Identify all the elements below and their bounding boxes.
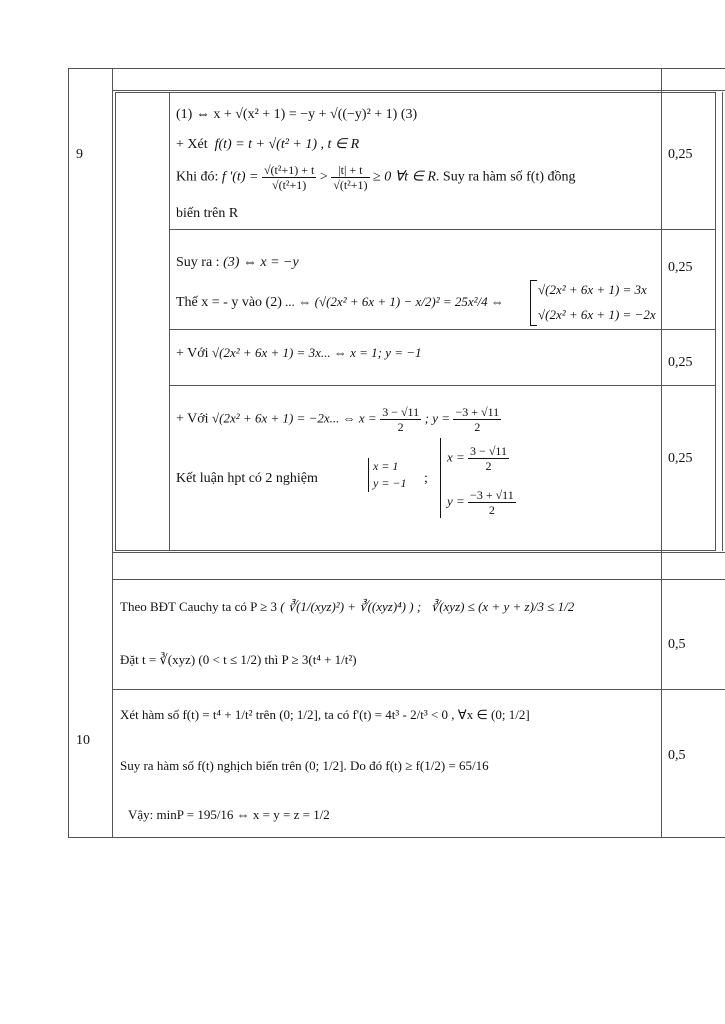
q9-s4-x-num: 3 − √11 xyxy=(382,405,420,419)
q9-s4-sys2-y-label: y = xyxy=(447,493,465,509)
q9-s4-sys2-y xyxy=(447,488,516,517)
q9-s2-cases-bracket xyxy=(530,280,537,326)
q10-score2: 0,5 xyxy=(668,748,686,763)
q9-s4-sys2-x-den: 2 xyxy=(485,459,492,473)
q9-s3-score: 0,25 xyxy=(668,355,693,370)
q10-line1-expr: ( ∛(1/(xyz)²) + ∛((xyz)⁴) ) ; xyxy=(280,599,422,614)
q10-line1 xyxy=(120,598,574,616)
q9-s1-line3-text: . Suy ra hàm số f(t) đồng xyxy=(435,169,576,185)
q9-s3-expr: √(2x² + 6x + 1) = 3x... ⇔ x = 1; y = −1 xyxy=(212,345,422,360)
question-number-9: 9 xyxy=(76,147,83,162)
q9-s4-system1 xyxy=(368,458,407,492)
q9-step-divider-3 xyxy=(169,385,715,386)
col-divider-number xyxy=(112,68,113,838)
table-bottom-border xyxy=(68,837,725,838)
q9-s2-case1: √(2x² + 6x + 1) = 3x xyxy=(538,282,647,297)
q9-s4-sys2-x xyxy=(447,444,509,473)
q9-s1-line3 xyxy=(176,163,576,192)
q9-s4-sys2-y-den: 2 xyxy=(488,503,495,517)
q9-s4-sys2-x-label: x = xyxy=(447,449,465,465)
q9-inner-div xyxy=(169,92,170,551)
q9-step-divider-1 xyxy=(169,229,715,230)
q9-s3-prefix: + Với xyxy=(176,346,209,361)
q10-line3: Xét hàm số f(t) = t⁴ + 1/t² trên (0; 1/2], ta có f'(t) = 4t³ - 2/t³ < 0 , ∀x ∈ (0; 1/2] xyxy=(120,707,530,722)
q9-s1-frac2-num: |t| + t xyxy=(331,163,369,178)
q10-score1: 0,5 xyxy=(668,637,686,652)
q9-s1-tail: ≥ 0 ∀t ∈ R xyxy=(373,169,436,185)
q10-line2: Đặt t = ∛(xyz) (0 < t ≤ 1/2) thì P ≥ 3(t⁴ + 1/t²) xyxy=(120,652,357,667)
q9-s4-expr-b: ; y = xyxy=(424,410,450,426)
table-top-border xyxy=(68,68,725,69)
q9-s2-line1-prefix: Suy ra : xyxy=(176,255,220,270)
q9-step-divider-2 xyxy=(169,329,715,330)
q9-s1-frac1-den: √(t²+1) xyxy=(271,178,307,192)
q9-s4-expr-a: √(2x² + 6x + 1) = −2x... ⇔ x = xyxy=(212,410,377,426)
q9-inner-bottom xyxy=(115,550,715,551)
q10-line1-prefix: Theo BĐT Cauchy ta có P ≥ 3 xyxy=(120,599,277,614)
q10-header-bottom xyxy=(112,579,725,580)
q9-s1-line1-text: (1) ⇔ x + √(x² + 1) = −y + √((−y)² + 1) (3) xyxy=(176,107,418,122)
q9-inner-left xyxy=(115,92,116,551)
q10-line5: Vậy: minP = 195/16 ⇔ x = y = z = 1/2 xyxy=(128,807,330,822)
q9-s4-system2-brace xyxy=(440,438,445,518)
q9-s4-conclude: Kết luận hpt có 2 nghiệm xyxy=(176,471,318,486)
row9-header-bottom xyxy=(112,90,725,91)
q9-s4-sys1-b: y = −1 xyxy=(373,476,407,490)
q9-s1-line1 xyxy=(176,106,417,124)
q9-s4-x-den: 2 xyxy=(397,420,404,434)
q9-s4-line1 xyxy=(176,405,501,434)
q9-s1-line2-prefix: + Xét xyxy=(176,137,208,152)
q9-s3-line xyxy=(176,344,422,363)
q9-s4-sys2-y-num: −3 + √11 xyxy=(470,488,514,502)
q10-header-top xyxy=(112,552,725,553)
q9-s1-gt: > xyxy=(319,169,328,185)
q9-s1-line4: biến trên R xyxy=(176,206,239,221)
q10-line1-rhs: ∛(xyz) ≤ (x + y + z)/3 ≤ 1/2 xyxy=(430,599,575,614)
q9-s2-line1 xyxy=(176,254,299,272)
question-number-10: 10 xyxy=(76,733,90,748)
q10-line4: Suy ra hàm số f(t) nghịch biến trên (0; 1/2]. Do đó f(t) ≥ f(1/2) = 65/16 xyxy=(120,758,489,773)
table-left-border xyxy=(68,68,69,838)
q9-s2-case2: √(2x² + 6x + 1) = −2x xyxy=(538,307,656,322)
q9-s2-line2 xyxy=(176,293,504,312)
q9-s4-sys1-a: x = 1 xyxy=(373,459,399,473)
col-divider-score xyxy=(661,68,662,838)
q9-s4-y-den: 2 xyxy=(474,420,481,434)
q9-s1-fprime: f '(t) = xyxy=(221,169,259,185)
q9-s2-line2-prefix: Thế x = - y vào (2) xyxy=(176,295,282,310)
q9-s4-separator: ; xyxy=(424,471,428,486)
q9-s1-line2-expr: f(t) = t + √(t² + 1) , t ∈ R xyxy=(214,137,360,152)
q9-s1-score: 0,25 xyxy=(668,147,693,162)
q10-step-divider xyxy=(112,689,725,690)
q9-s2-line2-expr: ... ⇔ (√(2x² + 6x + 1) − x/2)² = 25x²/4 ⇔ xyxy=(285,294,504,309)
q9-s4-x-frac xyxy=(380,405,421,434)
q9-s2-score: 0,25 xyxy=(668,260,693,275)
q9-s4-sys2-x-num: 3 − √11 xyxy=(470,444,507,458)
q9-s1-frac1 xyxy=(262,163,316,192)
right-edge-mark xyxy=(722,92,723,551)
q9-s1-line3-prefix: Khi đó: xyxy=(176,169,219,185)
q9-s4-sys2-y-frac xyxy=(468,488,516,517)
q9-inner-top xyxy=(115,92,715,93)
q9-s1-frac1-num: √(t²+1) + t xyxy=(263,163,315,177)
q9-s4-y-frac xyxy=(453,405,501,434)
q9-s4-score: 0,25 xyxy=(668,451,693,466)
q9-s4-prefix: + Với xyxy=(176,411,209,427)
q9-s4-sys2-x-frac xyxy=(468,444,509,473)
q9-s4-y-num: −3 + √11 xyxy=(455,405,500,419)
q9-s1-frac2-den: √(t²+1) xyxy=(333,178,368,192)
q9-inner-right xyxy=(715,92,716,551)
q9-s1-frac2 xyxy=(331,163,369,192)
q9-s1-line2 xyxy=(176,136,359,154)
q9-s2-line1-expr: (3) ⇔ x = −y xyxy=(223,255,299,270)
